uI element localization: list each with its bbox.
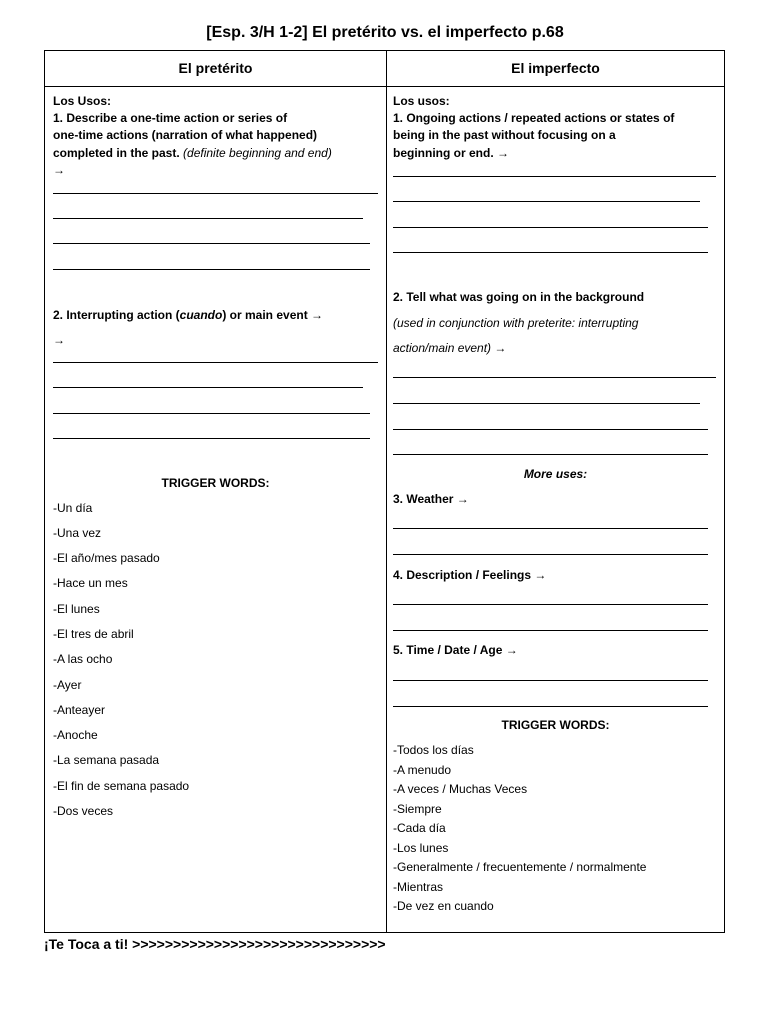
left-trigger-item: -La semana pasada (53, 753, 160, 767)
right-trigger-item: -Mientras (393, 880, 444, 894)
right-trigger-title: TRIGGER WORDS: (501, 718, 610, 732)
left-trigger-item: -Una vez (53, 526, 102, 540)
left-trigger-item: -El año/mes pasado (53, 551, 160, 565)
right-use2-line2: (used in conjunction with preterite: interrupting (393, 316, 639, 330)
answer-line (393, 176, 716, 177)
answer-line (53, 193, 378, 194)
left-usos-label: Los Usos: (53, 94, 112, 108)
description-use: 4. Description / Feelings → (393, 568, 547, 582)
answer-line (53, 387, 363, 388)
left-use2-a: 2. Interrupting action ( (53, 308, 180, 322)
answer-line (393, 377, 716, 378)
answer-line (393, 630, 708, 631)
right-use1-line2: being in the past without focusing on a (393, 128, 616, 142)
left-use1-line3 (53, 145, 332, 162)
column-divider (386, 51, 387, 932)
answer-line (53, 218, 363, 219)
answer-line (53, 362, 378, 363)
right-trigger-item: -Todos los días (393, 743, 474, 757)
left-use1-line2: one-time actions (narration of what happened) (53, 128, 318, 142)
right-trigger-item: -Cada día (393, 821, 446, 835)
answer-line (393, 227, 708, 228)
left-use1-arrow: → (53, 163, 65, 177)
more-uses-label: More uses: (523, 467, 588, 481)
preterito-header: El pretérito (178, 60, 253, 76)
left-trigger-item: -Dos veces (53, 804, 114, 818)
answer-line (393, 706, 708, 707)
answer-line (393, 528, 708, 529)
answer-line (393, 604, 708, 605)
left-trigger-item: -El tres de abril (53, 627, 134, 641)
time-use: 5. Time / Date / Age → (393, 643, 518, 657)
right-trigger-item: -A veces / Muchas Veces (393, 782, 528, 796)
left-trigger-item: -A las ocho (53, 652, 113, 666)
right-trigger-item: -Siempre (393, 802, 442, 816)
answer-line (53, 413, 370, 414)
comparison-table (44, 50, 725, 933)
left-use2-cuando: cuando (179, 308, 223, 322)
header-divider (45, 86, 724, 87)
answer-line (393, 680, 708, 681)
answer-line (393, 201, 700, 202)
left-use2-arrow: → (53, 333, 65, 347)
answer-line (393, 429, 708, 430)
left-trigger-item: -Anteayer (53, 703, 106, 717)
left-trigger-item: -El fin de semana pasado (53, 779, 190, 793)
left-use2-c: ) or main event → (222, 308, 324, 322)
left-trigger-item: -Anoche (53, 728, 98, 742)
left-trigger-item: -Ayer (53, 678, 82, 692)
right-use2-line3: action/main event) → (393, 341, 507, 355)
answer-line (393, 252, 708, 253)
te-toca-footer: ¡Te Toca a ti! >>>>>>>>>>>>>>>>>>>>>>>>>>>>>>> (44, 936, 386, 952)
right-use1-line1: 1. Ongoing actions / repeated actions or states of (393, 111, 675, 125)
left-use1-line1: 1. Describe a one-time action or series of (53, 111, 288, 125)
answer-line (53, 438, 370, 439)
imperfecto-header: El imperfecto (511, 60, 600, 76)
right-use2-line1: 2. Tell what was going on in the background (393, 290, 645, 304)
right-trigger-item: -A menudo (393, 763, 452, 777)
right-trigger-item: -Los lunes (393, 841, 449, 855)
right-use1-line3: beginning or end. → (393, 146, 509, 160)
answer-line (393, 454, 708, 455)
right-trigger-item: -Generalmente / frecuentemente / normalmente (393, 860, 647, 874)
right-usos-label: Los usos: (393, 94, 450, 108)
weather-use: 3. Weather → (393, 492, 469, 506)
right-trigger-item: -De vez en cuando (393, 899, 494, 913)
left-trigger-item: -Un día (53, 501, 93, 515)
left-use2 (53, 307, 323, 324)
left-use1-line3-italic: (definite beginning and end) (183, 146, 332, 160)
left-trigger-item: -El lunes (53, 602, 100, 616)
left-use1-line3-bold: completed in the past. (53, 146, 184, 160)
answer-line (53, 243, 370, 244)
answer-line (393, 554, 708, 555)
answer-line (393, 403, 700, 404)
answer-line (53, 269, 370, 270)
left-trigger-title: TRIGGER WORDS: (161, 476, 270, 490)
page-title: [Esp. 3/H 1-2] El pretérito vs. el imperfecto p.68 (206, 24, 564, 41)
left-trigger-item: -Hace un mes (53, 576, 128, 590)
